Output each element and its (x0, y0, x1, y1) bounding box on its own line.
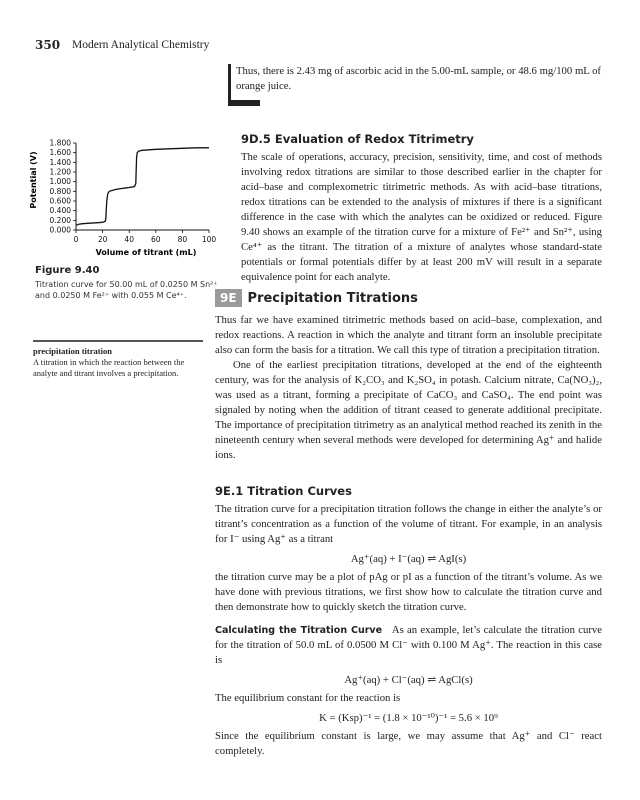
y-tick-label: 0.200 (49, 215, 71, 225)
y-tick-label: 1.000 (49, 177, 71, 187)
x-tick-label: 40 (124, 235, 134, 244)
x-tick-label: 60 (151, 235, 161, 244)
x-axis-label: Volume of titrant (mL) (95, 248, 197, 257)
y-tick-label: 0.000 (49, 225, 71, 235)
running-header-title: Modern Analytical Chemistry (72, 39, 210, 51)
section-9e-heading-row (215, 289, 602, 307)
section-9e1-paragraph-3-text: As an example, let’s calculate the titration curve for the titration of 50.0 mL of 0.0500 M Cl⁻ with 0.100 M Ag⁺. The reaction in this case is (215, 624, 602, 666)
intro-rule-tab (228, 100, 260, 106)
y-tick-label: 0.400 (49, 206, 71, 216)
y-tick-label: 1.200 (49, 167, 71, 177)
figure-label: Figure 9.40 (35, 265, 100, 276)
section-9e1-heading: 9E.1 Titration Curves (215, 484, 352, 498)
equation-agcl: Ag⁺(aq) + Cl⁻(aq) ⇌ AgCl(s) (344, 674, 473, 686)
section-9e1-paragraph-4: The equilibrium constant for the reaction is (215, 692, 401, 704)
section-9d5 (215, 132, 602, 285)
y-axis-label: Potential (V) (29, 151, 38, 209)
y-tick-label: 1.600 (49, 148, 71, 158)
section-9e-paragraph-2: One of the earliest precipitation titrations, developed at the end of the eighteenth century, was for the analysis of K₂CO₃ and K₂SO₄ in potash. Calcium nitrate, Ca(NO₃)₂, was used as a titrant, forming a precipitate of CaCO₃ and CaSO₄. The end point was signaled by noting when the addition of titrant ceased to generate additional precipitate. The importance of precipitation titrimetry as an analytical method reached its zenith in the nineteenth century when several methods were developed for determining Ag⁺ and halide ions. (215, 359, 602, 461)
section-9e (215, 289, 602, 463)
x-tick-labels (74, 235, 217, 244)
margin-note (33, 340, 203, 379)
intro-paragraph: Thus, there is 2.43 mg of ascorbic acid in the 5.00-mL sample, or 48.6 mg/100 mL of orange juice. (236, 65, 601, 92)
section-9e1 (215, 484, 602, 759)
titration-curve-line (77, 148, 209, 225)
chart-axes (73, 143, 209, 233)
x-tick-label: 0 (73, 235, 79, 244)
section-9d5-heading: 9D.5 Evaluation of Redox Titrimetry (241, 132, 474, 146)
y-tick-label: 1.400 (49, 157, 71, 167)
equation-agi: Ag⁺(aq) + I⁻(aq) ⇌ AgI(s) (350, 553, 467, 565)
y-tick-label: 0.600 (49, 196, 71, 206)
section-9e-paragraph-1: Thus far we have examined titrimetric methods based on acid–base, complexation, and redox reactions. A reaction in which the analyte and titrant form an insoluble precipitate also can form the basis for a titration. We call this type of titration a precipitation titration. (215, 314, 602, 356)
x-tick-label: 80 (177, 235, 188, 244)
margin-note-term: precipitation titration (33, 346, 112, 356)
section-9e-badge: 9E (215, 289, 242, 307)
equation-k: K = (Ksp)⁻¹ = (1.8 × 10⁻¹⁰)⁻¹ = 5.6 × 10⁹ (319, 712, 498, 724)
y-tick-labels (50, 139, 72, 235)
run-in-heading: Calculating the Titration Curve (215, 625, 383, 636)
margin-note-definition: A titration in which the reaction between the analyte and titrant involves a precipitation. (33, 357, 185, 378)
section-9e1-paragraph-2: the titration curve may be a plot of pAg or pI as a function of the titrant’s volume. As we have done with previous titrations, we first show how to calculate the titration curve and then demonstrate how to quickly sketch the titration curve. (215, 571, 602, 613)
x-tick-label: 100 (201, 235, 217, 244)
y-tick-label: 0.800 (49, 186, 71, 196)
section-9e1-paragraph-3 (215, 623, 602, 668)
section-9e1-paragraph-5: Since the equilibrium constant is large, we may assume that Ag⁺ and Cl⁻ react completely. (215, 730, 602, 757)
x-tick-label: 20 (97, 235, 108, 244)
titration-curve-chart (24, 135, 224, 260)
section-9e-heading: Precipitation Titrations (247, 291, 418, 306)
figure-caption: Titration curve for 50.00 mL of 0.0250 M Sn²⁺ and 0.0250 M Fe²⁺ with 0.055 M Ce⁴⁺. (35, 280, 218, 300)
section-9e1-paragraph-1: The titration curve for a precipitation titration follows the change in either the analyte’s or titrant’s concentration as a function of the volume of titrant. For example, in an analysis for I⁻ using Ag⁺ as a titrant (215, 503, 602, 545)
section-9d5-paragraph: The scale of operations, accuracy, precision, sensitivity, time, and cost of methods involving redox titrations are similar to those described earlier in the chapter for acid–base and complexometric titrimetric methods. As with acid–base titrations, redox titrations can be extended to the analysis of mixtures if there is a significant difference in the case with which the analytes can be oxidized or reduced. Figure 9.40 shows an example of the titration curve for a mixture of Fe²⁺ and Sn²⁺, using Ce⁴⁺ as the titrant. The titration of a mixture of analytes whose standard-state potentials or formal potentials differ by at least 200 mV will result in a separate equivalence point for each analyte. (241, 151, 602, 283)
page-number: 350 (35, 38, 61, 52)
y-tick-label: 1.800 (49, 138, 71, 148)
